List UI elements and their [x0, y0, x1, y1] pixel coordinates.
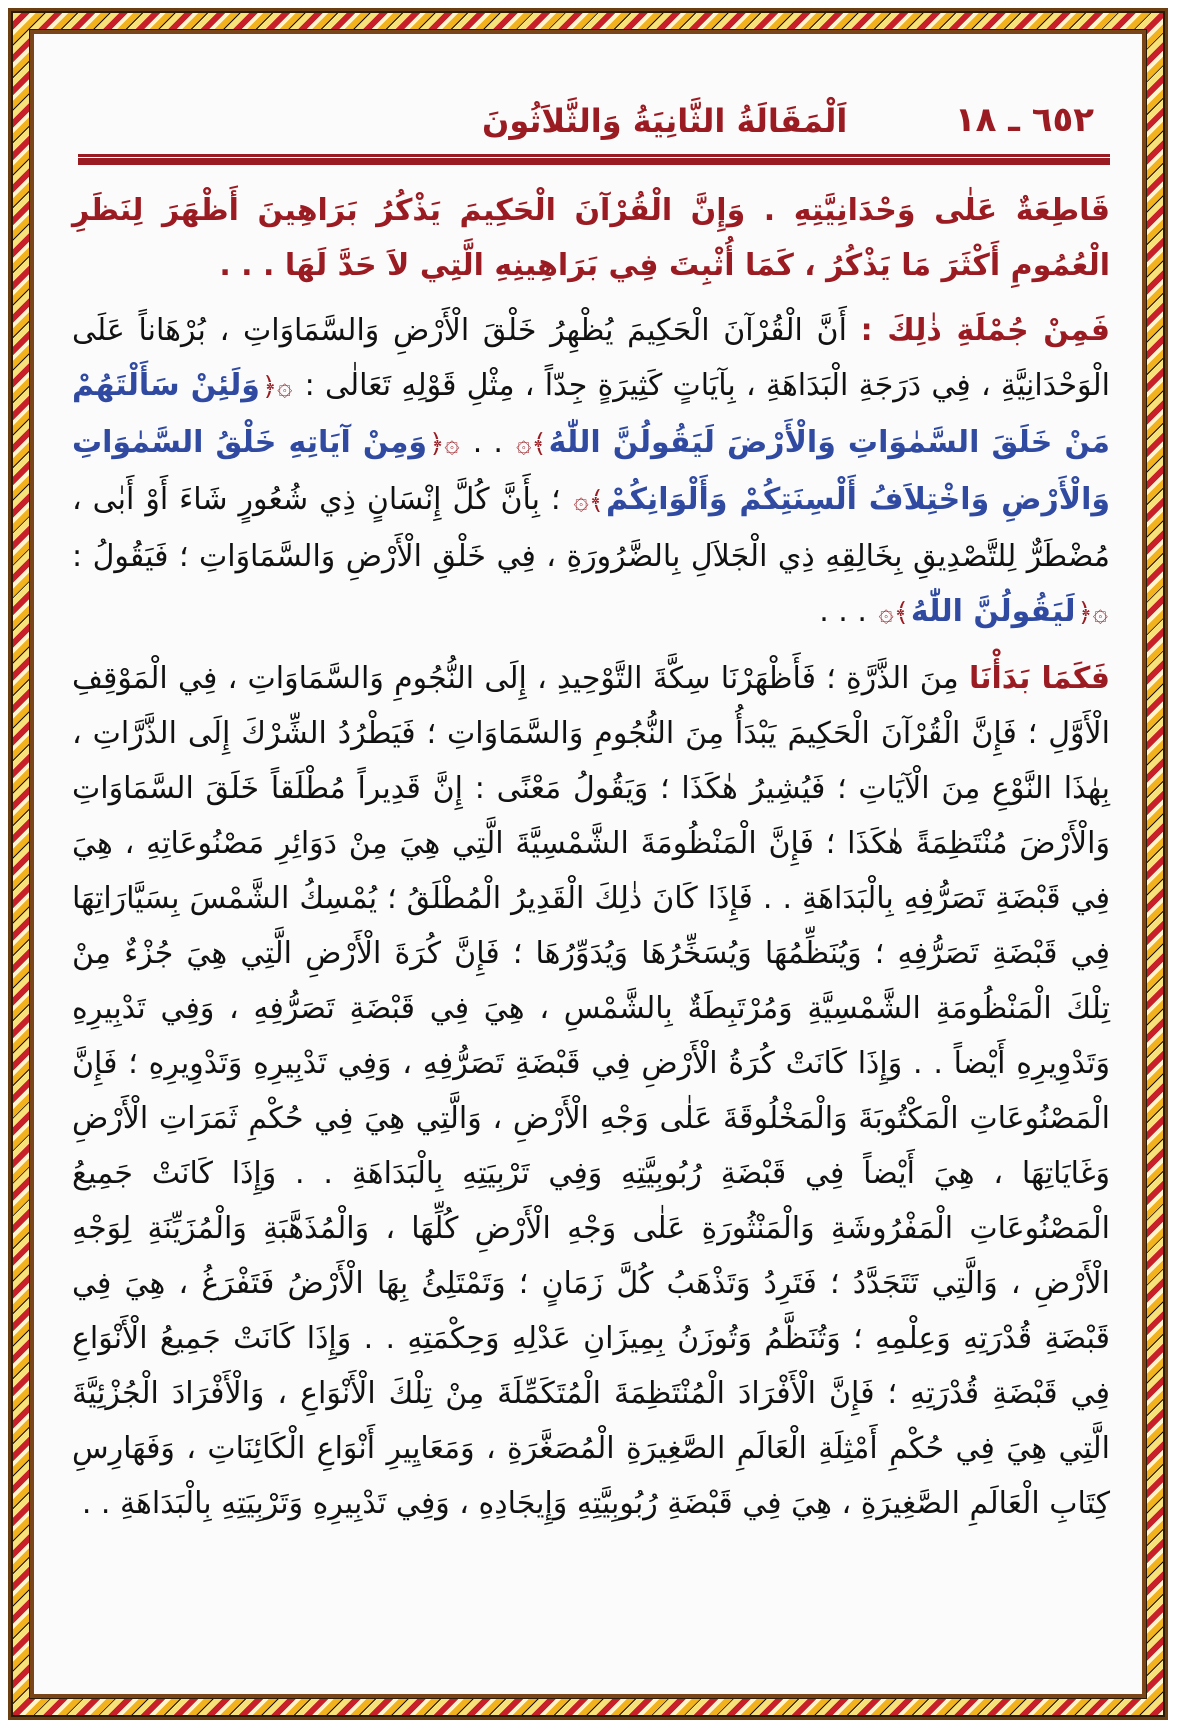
- paragraph-text: أَنَّ الْقُرْآنَ الْحَكِيمَ يُظْهِرُ خَلْقَ الْأَرْضِ وَالسَّمَاوَاتِ ، بُرْهَاناً عَلَى الْوَحْدَانِيَّةِ ، فِي دَرَجَةِ الْبَدَاهَةِ ، بِآيَاتٍ كَثِيرَةٍ جِدّاً ، مِثْلِ قَوْلِهِ تَعَالٰى :: [72, 313, 1110, 403]
- paragraph-lead: فَكَمَا بَدَأْنَا: [968, 661, 1110, 696]
- paragraph-text: . .: [461, 425, 515, 460]
- verse-close-ornament-icon: ﴾۞: [878, 598, 909, 628]
- verse-open-ornament-icon: ۞﴿: [1077, 598, 1108, 628]
- verse-close-ornament-icon: ﴾۞: [573, 486, 604, 516]
- body-text: [72, 183, 1110, 1531]
- verse-open-ornament-icon: ۞﴿: [429, 429, 460, 459]
- paragraph-2: [72, 303, 1110, 641]
- verse-open-ornament-icon: ۞﴿: [261, 372, 293, 402]
- quran-verse: وَلَئِنْ سَأَلْتَهُمْ مَنْ خَلَقَ السَّمٰوَاتِ وَالْأَرْضَ لَيَقُولُنَّ اللّٰهُ: [72, 368, 1111, 460]
- paragraph-text: ؛ بِأَنَّ كُلَّ إِنْسَانٍ ذِي شُعُورٍ شَاءَ أَوْ أَبٰى ، مُضْطَرٌّ لِلتَّصْدِيقِ بِخَالِقِهِ ذِي الْجَلاَلِ بِالضَّرُورَةِ ، فِي خَلْقِ الْأَرْضِ وَالسَّمَاوَاتِ ؛ فَيَقُولُ :: [72, 482, 1110, 574]
- page-header: [72, 70, 1110, 140]
- quran-verse: لَيَقُولُنَّ اللّٰهُ: [910, 594, 1076, 629]
- paragraph-intro: قَاطِعَةٌ عَلٰى وَحْدَانِيَّتِهِ . وَإِنَّ الْقُرْآنَ الْحَكِيمَ يَذْكُرُ بَرَاهِينَ أَظْهَرَ لِنَظَرِ الْعُمُومِ أَكْثَرَ مَا يَذْكُرُ ، كَمَا أُثْبِتَ فِي بَرَاهِينِهِ الَّتِي لاَ حَدَّ لَهَا . . .: [72, 193, 1110, 283]
- quran-verse: وَمِنْ آيَاتِهِ خَلْقُ السَّمٰوَاتِ وَالْأَرْضِ وَاخْتِلاَفُ أَلْسِنَتِكُمْ وَأَلْوَانِكُمْ: [72, 425, 1110, 517]
- paragraph-text: . . .: [819, 594, 877, 629]
- header-divider: [78, 154, 1110, 165]
- paragraph-text: مِنَ الذَّرَّةِ ؛ فَأَظْهَرْنَا سِكَّةَ التَّوْحِيدِ ، إِلَى النُّجُومِ وَالسَّمَاوَاتِ ، فِي الْمَوْقِفِ الْأَوَّلِ ؛ فَإِنَّ الْقُرْآنَ الْحَكِيمَ يَبْدَأُ مِنَ النُّجُومِ وَالسَّمَاوَاتِ ؛ فَيَطْرُدُ الشِّرْكَ إِلَى الذَّرَّاتِ ، بِهٰذَا النَّوْعِ مِنَ الْآيَاتِ ؛ فَيُشِيرُ هٰكَذَا ؛ وَيَقُولُ مَعْنًى : إِنَّ قَدِيراً مُطْلَقاً خَلَقَ السَّمَاوَاتِ وَالْأَرْضَ مُنْتَظِمَةً هٰكَذَا ؛ فَإِنَّ الْمَنْظُومَةَ الشَّمْسِيَّةَ الَّتِي هِيَ مِنْ دَوَائِرِ مَصْنُوعَاتِهِ ، هِيَ فِي قَبْضَةِ تَصَرُّفِهِ بِالْبَدَاهَةِ . . فَإِذَا كَانَ ذٰلِكَ الْقَدِيرُ الْمُطْلَقُ ؛ يُمْسِكُ الشَّمْسَ بِسَيَّارَاتِهَا فِي قَبْضَةِ تَصَرُّفِهِ ؛ وَيُنَظِّمُهَا وَيُسَخِّرُهَا وَيُدَوِّرُهَا ؛ فَإِنَّ كُرَةَ الْأَرْضِ الَّتِي هِيَ جُزْءٌ مِنْ تِلْكَ الْمَنْظُومَةِ الشَّمْسِيَّةِ وَمُرْتَبِطَةٌ بِالشَّمْسِ ، هِيَ فِي قَبْضَةِ تَصَرُّفِهِ ، وَفِي تَدْبِيرِهِ وَتَدْوِيرِهِ أَيْضاً . . وَإِذَا كَانَتْ كُرَةُ الْأَرْضِ فِي قَبْضَةِ تَصَرُّفِهِ ، وَفِي تَدْبِيرِهِ وَتَدْوِيرِهِ ؛ فَإِنَّ الْمَصْنُوعَاتِ الْمَكْتُوبَةَ وَالْمَخْلُوقَةَ عَلٰى وَجْهِ الْأَرْضِ ، وَالَّتِي هِيَ فِي حُكْمِ ثَمَرَاتِ الْأَرْضِ وَغَايَاتِهَا ، هِيَ أَيْضاً فِي قَبْضَةِ رُبُوبِيَّتِهِ وَفِي تَرْبِيَتِهِ بِالْبَدَاهَةِ . . وَإِذَا كَانَتْ جَمِيعُ الْمَصْنُوعَاتِ الْمَفْرُوشَةِ وَالْمَنْثُورَةِ عَلٰى وَجْهِ الْأَرْضِ كُلِّهَا ، وَالْمُذَهَّبَةِ وَالْمُزَيِّنَةِ لِوَجْهِ الْأَرْضِ ، وَالَّتِي تَتَجَدَّدُ ؛ فَتَرِدُ وَتَذْهَبُ كُلَّ زَمَانٍ ؛ وَتَمْتَلِئُ بِهَا الْأَرْضُ فَتَفْرَغُ ، هِيَ فِي قَبْضَةِ قُدْرَتِهِ وَعِلْمِهِ ؛ وَتُنَظَّمُ وَتُوزَنُ بِمِيزَانِ عَدْلِهِ وَحِكْمَتِهِ . . وَإِذَا كَانَتْ جَمِيعُ الْأَنْوَاعِ فِي قَبْضَةِ قُدْرَتِهِ ؛ فَإِنَّ الْأَفْرَادَ الْمُنْتَظِمَةَ الْمُتَكَمِّلَةَ مِنْ تِلْكَ الْأَنْوَاعِ ، وَالْأَفْرَادَ الْجُزْئِيَّةَ الَّتِي هِيَ فِي حُكْمِ أَمْثِلَةِ الْعَالَمِ الصَّغِيرَةِ الْمُصَغَّرَةِ ، وَمَعَايِيرِ أَنْوَاعِ الْكَائِنَاتِ ، وَفَهَارِسِ كِتَابِ الْعَالَمِ الصَّغِيرَةِ ، هِيَ فِي قَبْضَةِ رُبُوبِيَّتِهِ وَإِيجَادِهِ ، وَفِي تَدْبِيرِهِ وَتَرْبِيَتِهِ بِالْبَدَاهَةِ . .: [72, 661, 1110, 1521]
- paragraph-lead: فَمِنْ جُمْلَةِ ذٰلِكَ :: [860, 313, 1110, 348]
- page-content: [72, 70, 1110, 1541]
- paragraph-3: [72, 651, 1110, 1531]
- chapter-title: اَلْمَقَالَةُ الثَّانِيَةُ وَالثَّلاَثُونَ: [482, 102, 848, 140]
- page-number: ٦٥٢ ـ ١٨: [954, 100, 1094, 140]
- verse-close-ornament-icon: ﴾۞: [516, 429, 547, 459]
